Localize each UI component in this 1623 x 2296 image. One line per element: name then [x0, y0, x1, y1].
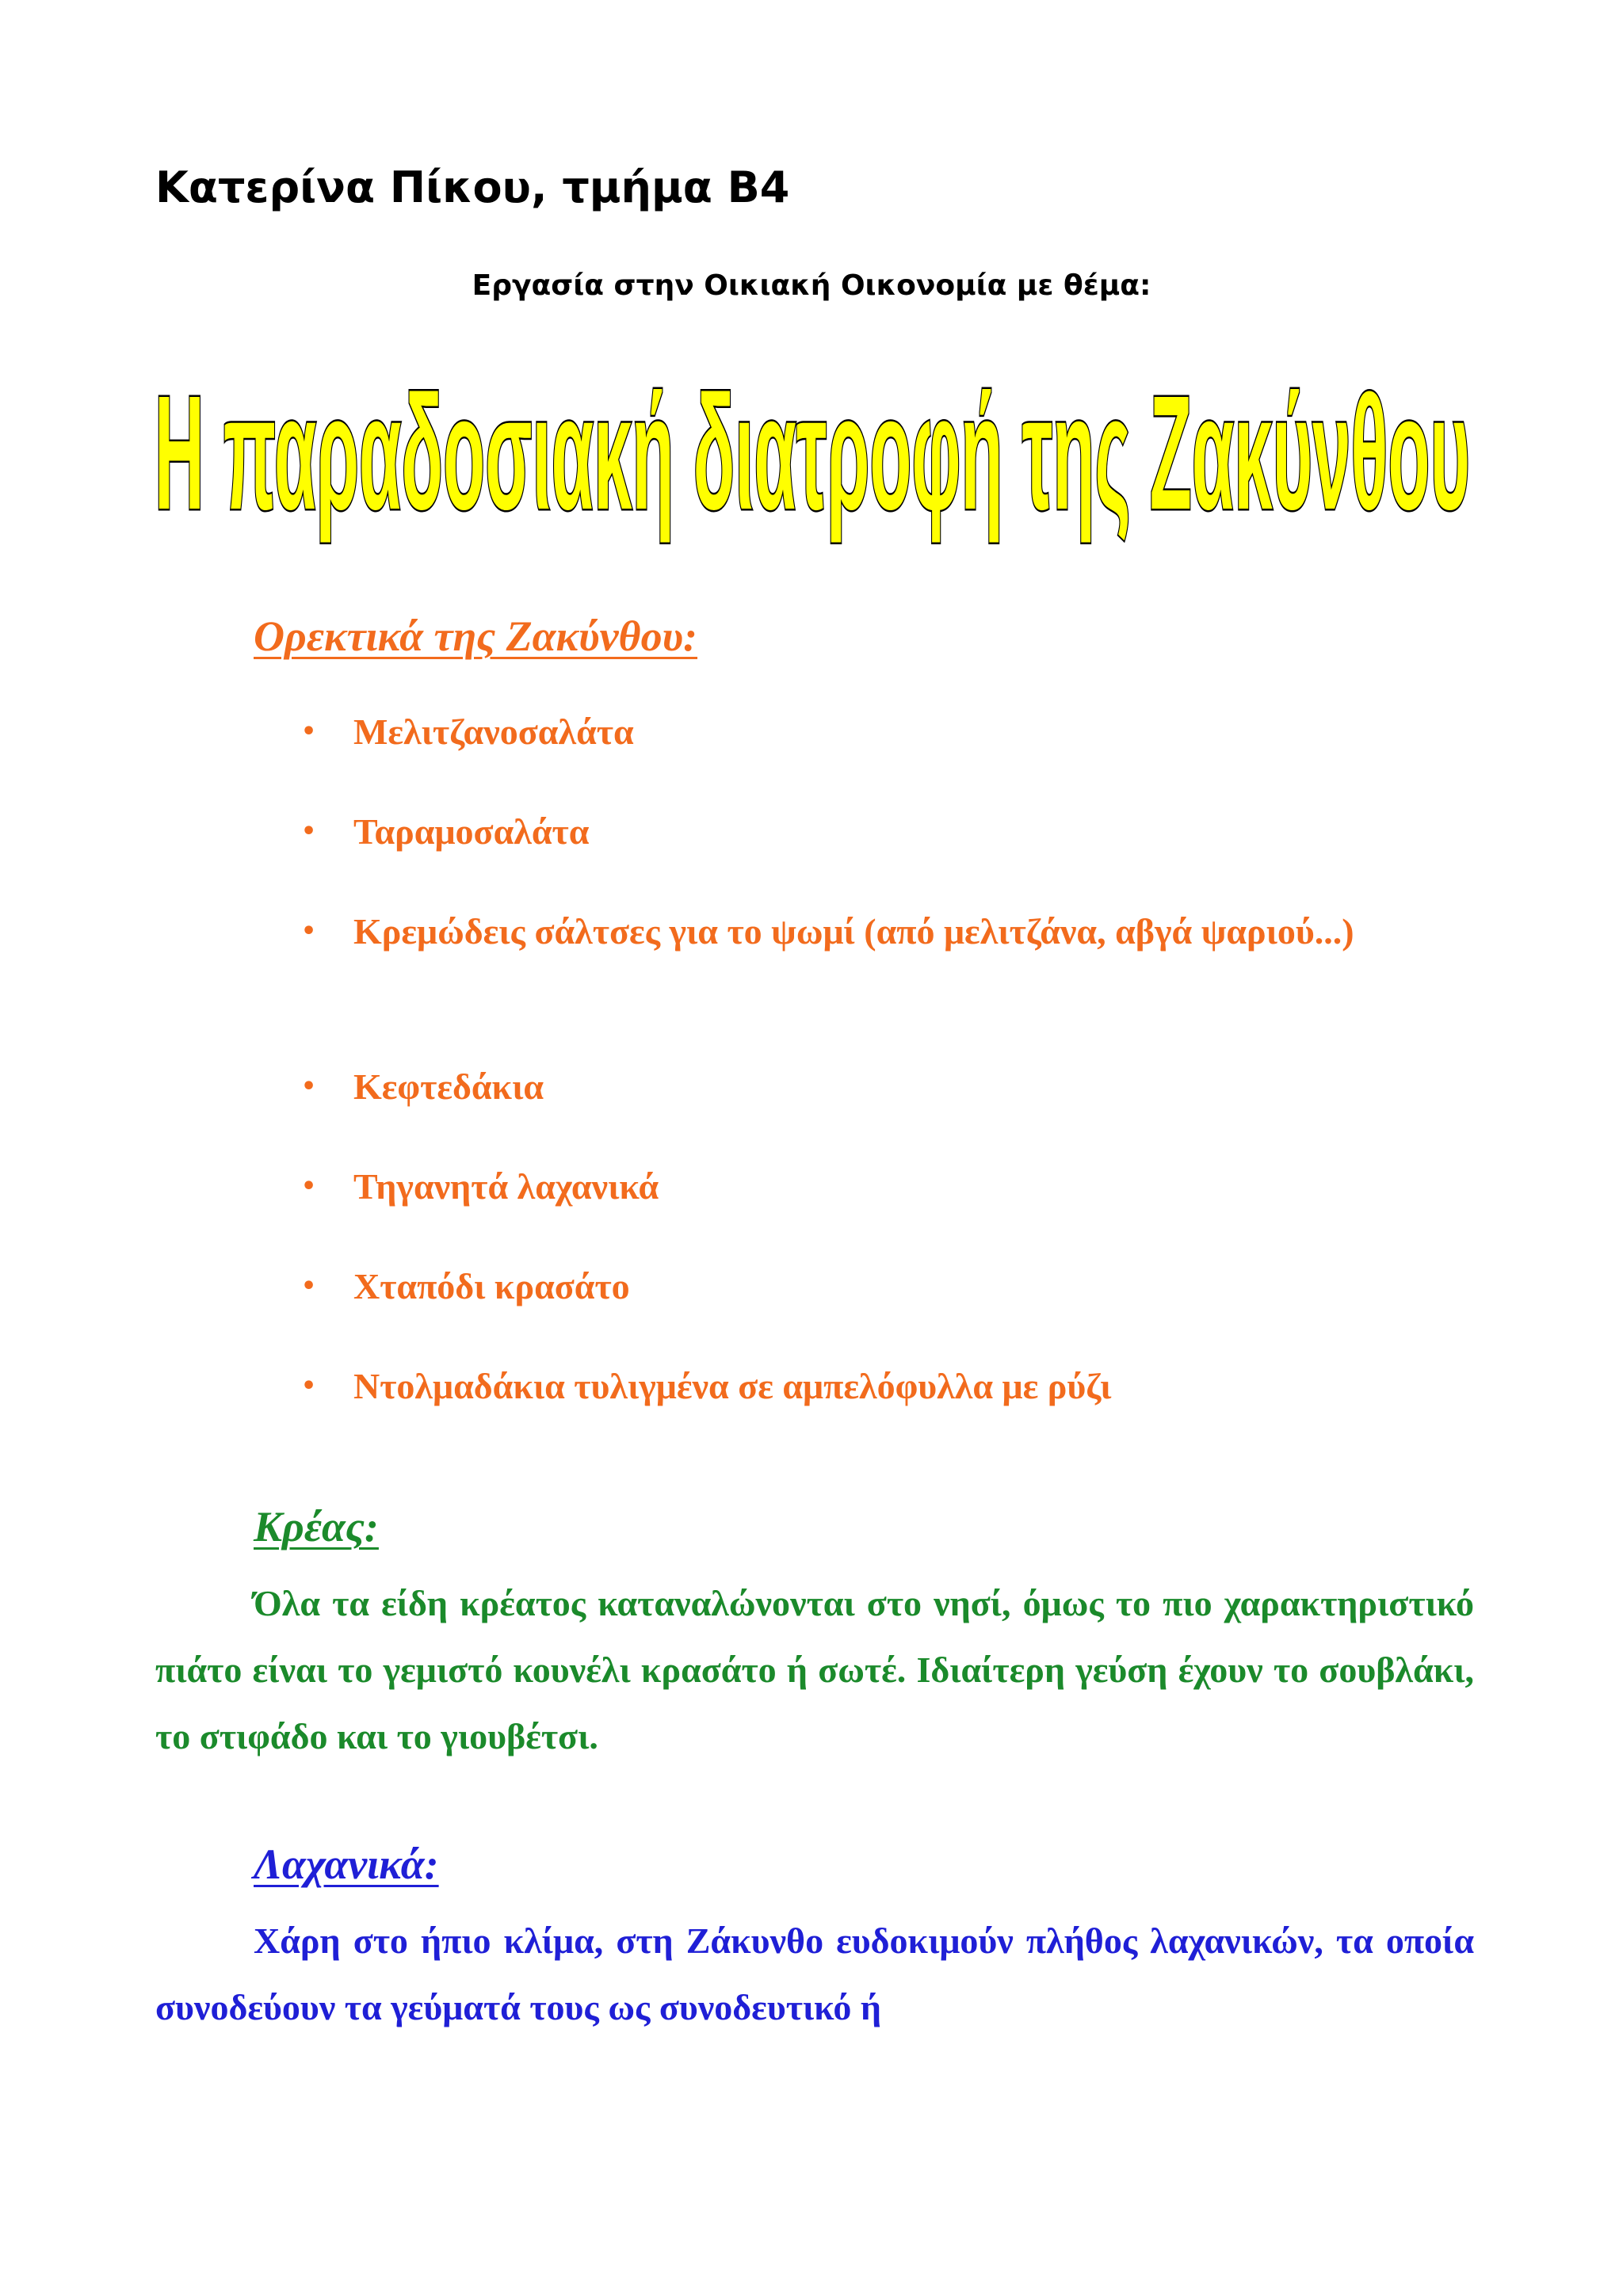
- assignment-subtitle: Εργασία στην Οικιακή Οικονομία με θέμα:: [472, 269, 1151, 302]
- list-item: • Ταραμοσαλάτα: [301, 799, 1474, 865]
- list-item: • Χταπόδι κρασάτο: [301, 1253, 1474, 1320]
- bullet-icon: •: [301, 718, 317, 746]
- bullet-icon: •: [301, 1073, 317, 1100]
- bullet-icon: •: [301, 1372, 317, 1400]
- bullet-icon: •: [301, 818, 317, 845]
- meat-heading: Κρέας:: [254, 1503, 379, 1550]
- appetizers-heading: Ορεκτικά της Ζακύνθου:: [254, 612, 698, 660]
- list-item: • Τηγανητά λαχανικά: [301, 1154, 1474, 1220]
- bullet-icon: •: [301, 1272, 317, 1300]
- meat-paragraph: Όλα τα είδη κρέατος καταναλώνονται στο νησί, όμως το πιο χαρακτηριστικό πιάτο είναι το γεμιστό κουνέλι κρασάτο ή σωτέ. Ιδιαίτερη γεύση έχουν το σουβλάκι, το στιφάδο και το γιουβέτσι.: [155, 1583, 1474, 1756]
- bullet-icon: •: [301, 917, 317, 945]
- list-item: • Μελιτζανοσαλάτα: [301, 699, 1474, 765]
- wordart-title: [147, 372, 1478, 555]
- bullet-icon: •: [301, 1173, 317, 1200]
- list-item: • Ντολμαδάκια τυλιγμένα σε αμπελόφυλλα με ρύζι: [301, 1353, 1474, 1420]
- list-item: • Κεφτεδάκια: [301, 1054, 1474, 1120]
- author-line: Κατερίνα Πίκου, τμήμα Β4: [155, 162, 790, 212]
- vegetables-heading: Λαχανικά:: [254, 1840, 439, 1888]
- vegetables-paragraph: Χάρη στο ήπιο κλίμα, στη Ζάκυνθο ευδοκιμούν πλήθος λαχανικών, τα οποία συνοδεύουν τα γεύματά τους ως συνοδευτικό ή: [155, 1920, 1474, 2027]
- wordart-title-text: Η παραδοσιακή διατροφή της Ζακύνθου: [155, 372, 1470, 543]
- list-item: • Κρεμώδεις σάλτσες για το ψωμί (από μελιτζάνα, αβγά ψαριού...): [301, 898, 1474, 965]
